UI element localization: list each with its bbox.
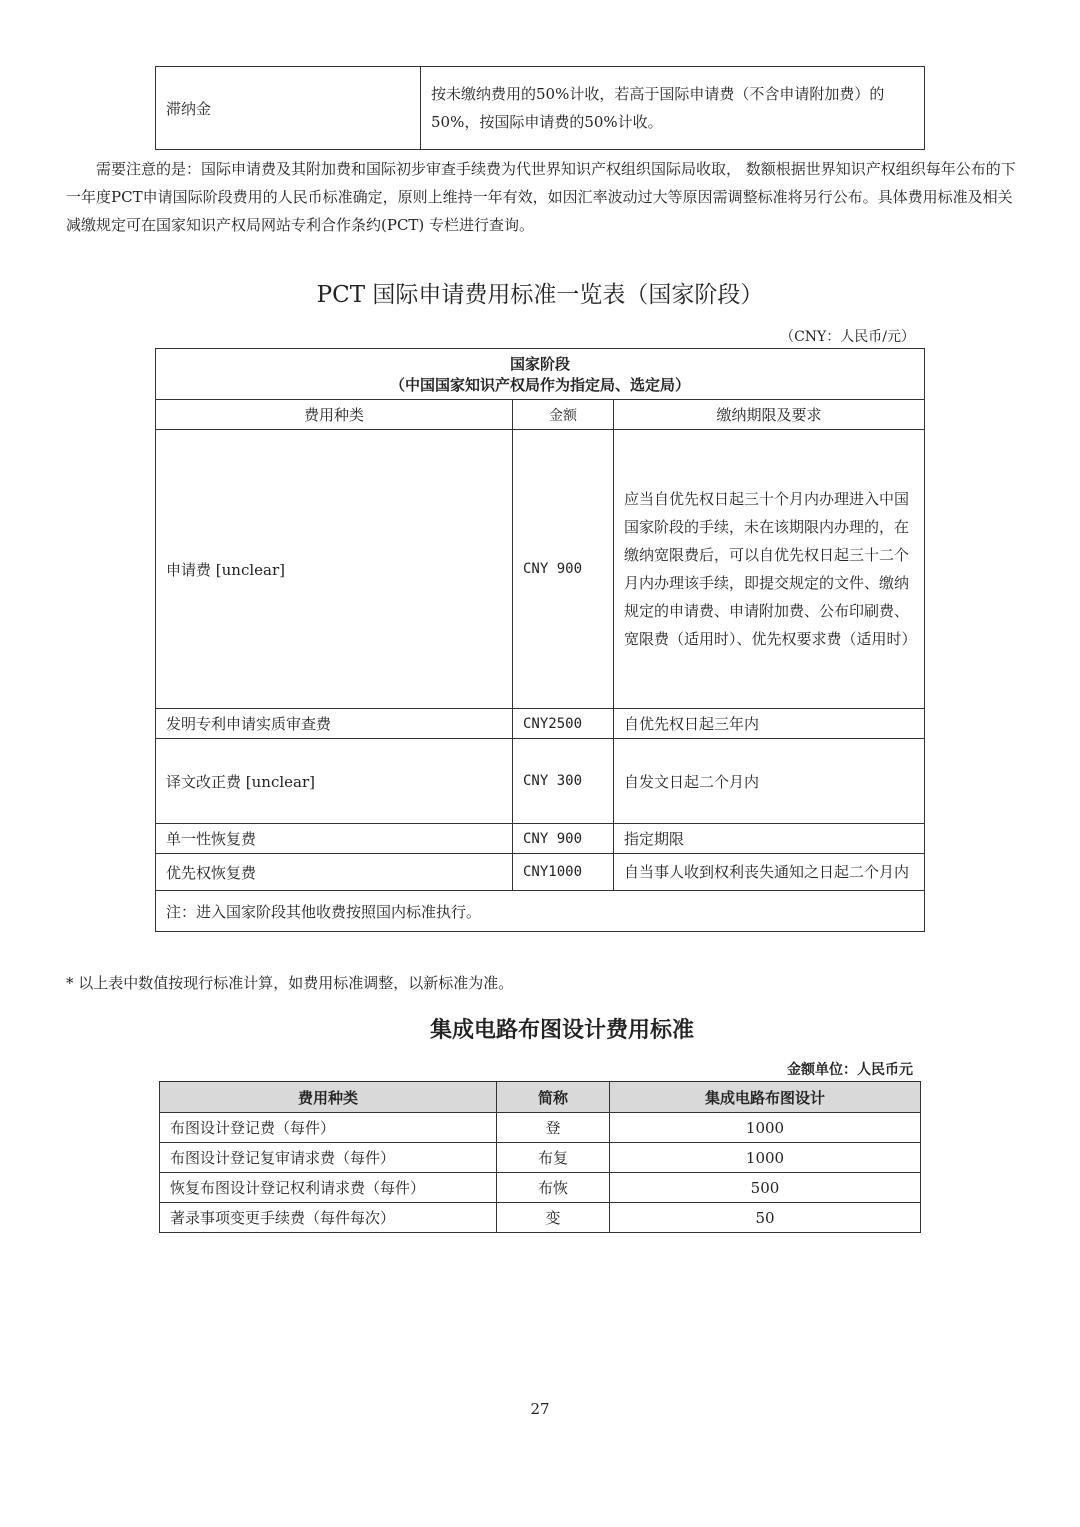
ic-fee-abbr: 变 bbox=[497, 1203, 610, 1233]
ic-fee-amount: 50 bbox=[610, 1203, 921, 1233]
header-cell: 费用种类 bbox=[156, 400, 513, 430]
ic-fee-name: 著录事项变更手续费（每件每次） bbox=[160, 1203, 497, 1233]
ic-fee-abbr: 布恢 bbox=[497, 1173, 610, 1203]
ic-fee-name: 布图设计登记费（每件） bbox=[160, 1113, 497, 1143]
fee-name: 发明专利申请实质审查费 bbox=[156, 709, 513, 739]
ic-title: 集成电路布图设计费用标准 bbox=[429, 1017, 694, 1043]
table-row bbox=[156, 854, 925, 891]
ic-fee-abbr: 布复 bbox=[497, 1143, 610, 1173]
pct-footnote: 注：进入国家阶段其他收费按照国内标准执行。 bbox=[156, 891, 925, 932]
fee-amount: CNY 900 bbox=[513, 430, 614, 709]
stage-title: 国家阶段 （中国国家知识产权局作为指定局、选定局） bbox=[156, 349, 925, 400]
ic-fee-name: 布图设计登记复审请求费（每件） bbox=[160, 1143, 497, 1173]
table-row bbox=[160, 1113, 921, 1143]
fee-name: 译文改正费 [unclear] bbox=[156, 739, 513, 824]
fee-req: 自当事人收到权利丧失通知之日起二个月内 bbox=[614, 854, 925, 891]
fee-name: 单一性恢复费 bbox=[156, 824, 513, 854]
note-paragraph: 需要注意的是：国际申请费及其附加费和国际初步审查手续费为代世界知识产权组织国际局收取， 数额根据世界知识产权组织每年公布的下一年度PCT申请国际阶段费用的人民币标准确定，原则上维持一年有效，如因汇率波动过大等原因需调整标准将另行公布。具体费用标准及相关减缴规定可在国家知识产权局网站专利合作条约(PCT) 专栏进行查询。 bbox=[66, 160, 1016, 234]
table-row bbox=[156, 67, 925, 150]
table-row bbox=[160, 1173, 921, 1203]
header-cell: 简称 bbox=[497, 1082, 610, 1113]
table-row bbox=[160, 1143, 921, 1173]
fee-req: 应当自优先权日起三十个月内办理进入中国国家阶段的手续，未在该期限内办理的，在缴纳宽限费后，可以自优先权日起三十二个月内办理该手续，即提交规定的文件、缴纳规定的申请费、申请附加费、公布印刷费、宽限费（适用时）、优先权要求费（适用时） bbox=[614, 430, 925, 709]
fee-amount: CNY 300 bbox=[513, 739, 614, 824]
table-row bbox=[156, 709, 925, 739]
fee-amount: CNY 900 bbox=[513, 824, 614, 854]
ic-unit: 金额单位：人民币元 bbox=[787, 1062, 913, 1078]
table-row bbox=[156, 430, 925, 709]
header-cell: 缴纳期限及要求 bbox=[614, 400, 925, 430]
ic-fee-abbr: 登 bbox=[497, 1113, 610, 1143]
fee-req: 自优先权日起三年内 bbox=[614, 709, 925, 739]
fee-req: 自发文日起二个月内 bbox=[614, 739, 925, 824]
table-row bbox=[156, 739, 925, 824]
table-row bbox=[160, 1203, 921, 1233]
ic-fee-name: 恢复布图设计登记权利请求费（每件） bbox=[160, 1173, 497, 1203]
fee-desc: 按未缴纳费用的50%计收，若高于国际申请费（不含申请附加费）的50%，按国际申请费的50%计收。 bbox=[421, 67, 925, 150]
star-note: * 以上表中数值按现行标准计算，如费用标准调整，以新标准为准。 bbox=[66, 974, 514, 992]
header-cell: 费用种类 bbox=[160, 1082, 497, 1113]
table-row bbox=[156, 824, 925, 854]
fee-amount: CNY2500 bbox=[513, 709, 614, 739]
ic-fee-amount: 1000 bbox=[610, 1113, 921, 1143]
ic-fee-amount: 1000 bbox=[610, 1143, 921, 1173]
fee-item: 滞纳金 bbox=[156, 67, 421, 150]
pct-unit: （CNY：人民币/元） bbox=[780, 329, 915, 345]
page-number: 27 bbox=[530, 1400, 550, 1418]
ic-fee-amount: 500 bbox=[610, 1173, 921, 1203]
pct-fee-table bbox=[155, 348, 925, 932]
late-fee-table bbox=[155, 66, 925, 150]
fee-req: 指定期限 bbox=[614, 824, 925, 854]
fee-amount: CNY1000 bbox=[513, 854, 614, 891]
fee-name: 申请费 [unclear] bbox=[156, 430, 513, 709]
header-cell: 金额 bbox=[513, 400, 614, 430]
ic-fee-table bbox=[159, 1081, 921, 1233]
fee-name: 优先权恢复费 bbox=[156, 854, 513, 891]
pct-title: PCT 国际申请费用标准一览表（国家阶段） bbox=[316, 282, 764, 308]
header-cell: 集成电路布图设计 bbox=[610, 1082, 921, 1113]
